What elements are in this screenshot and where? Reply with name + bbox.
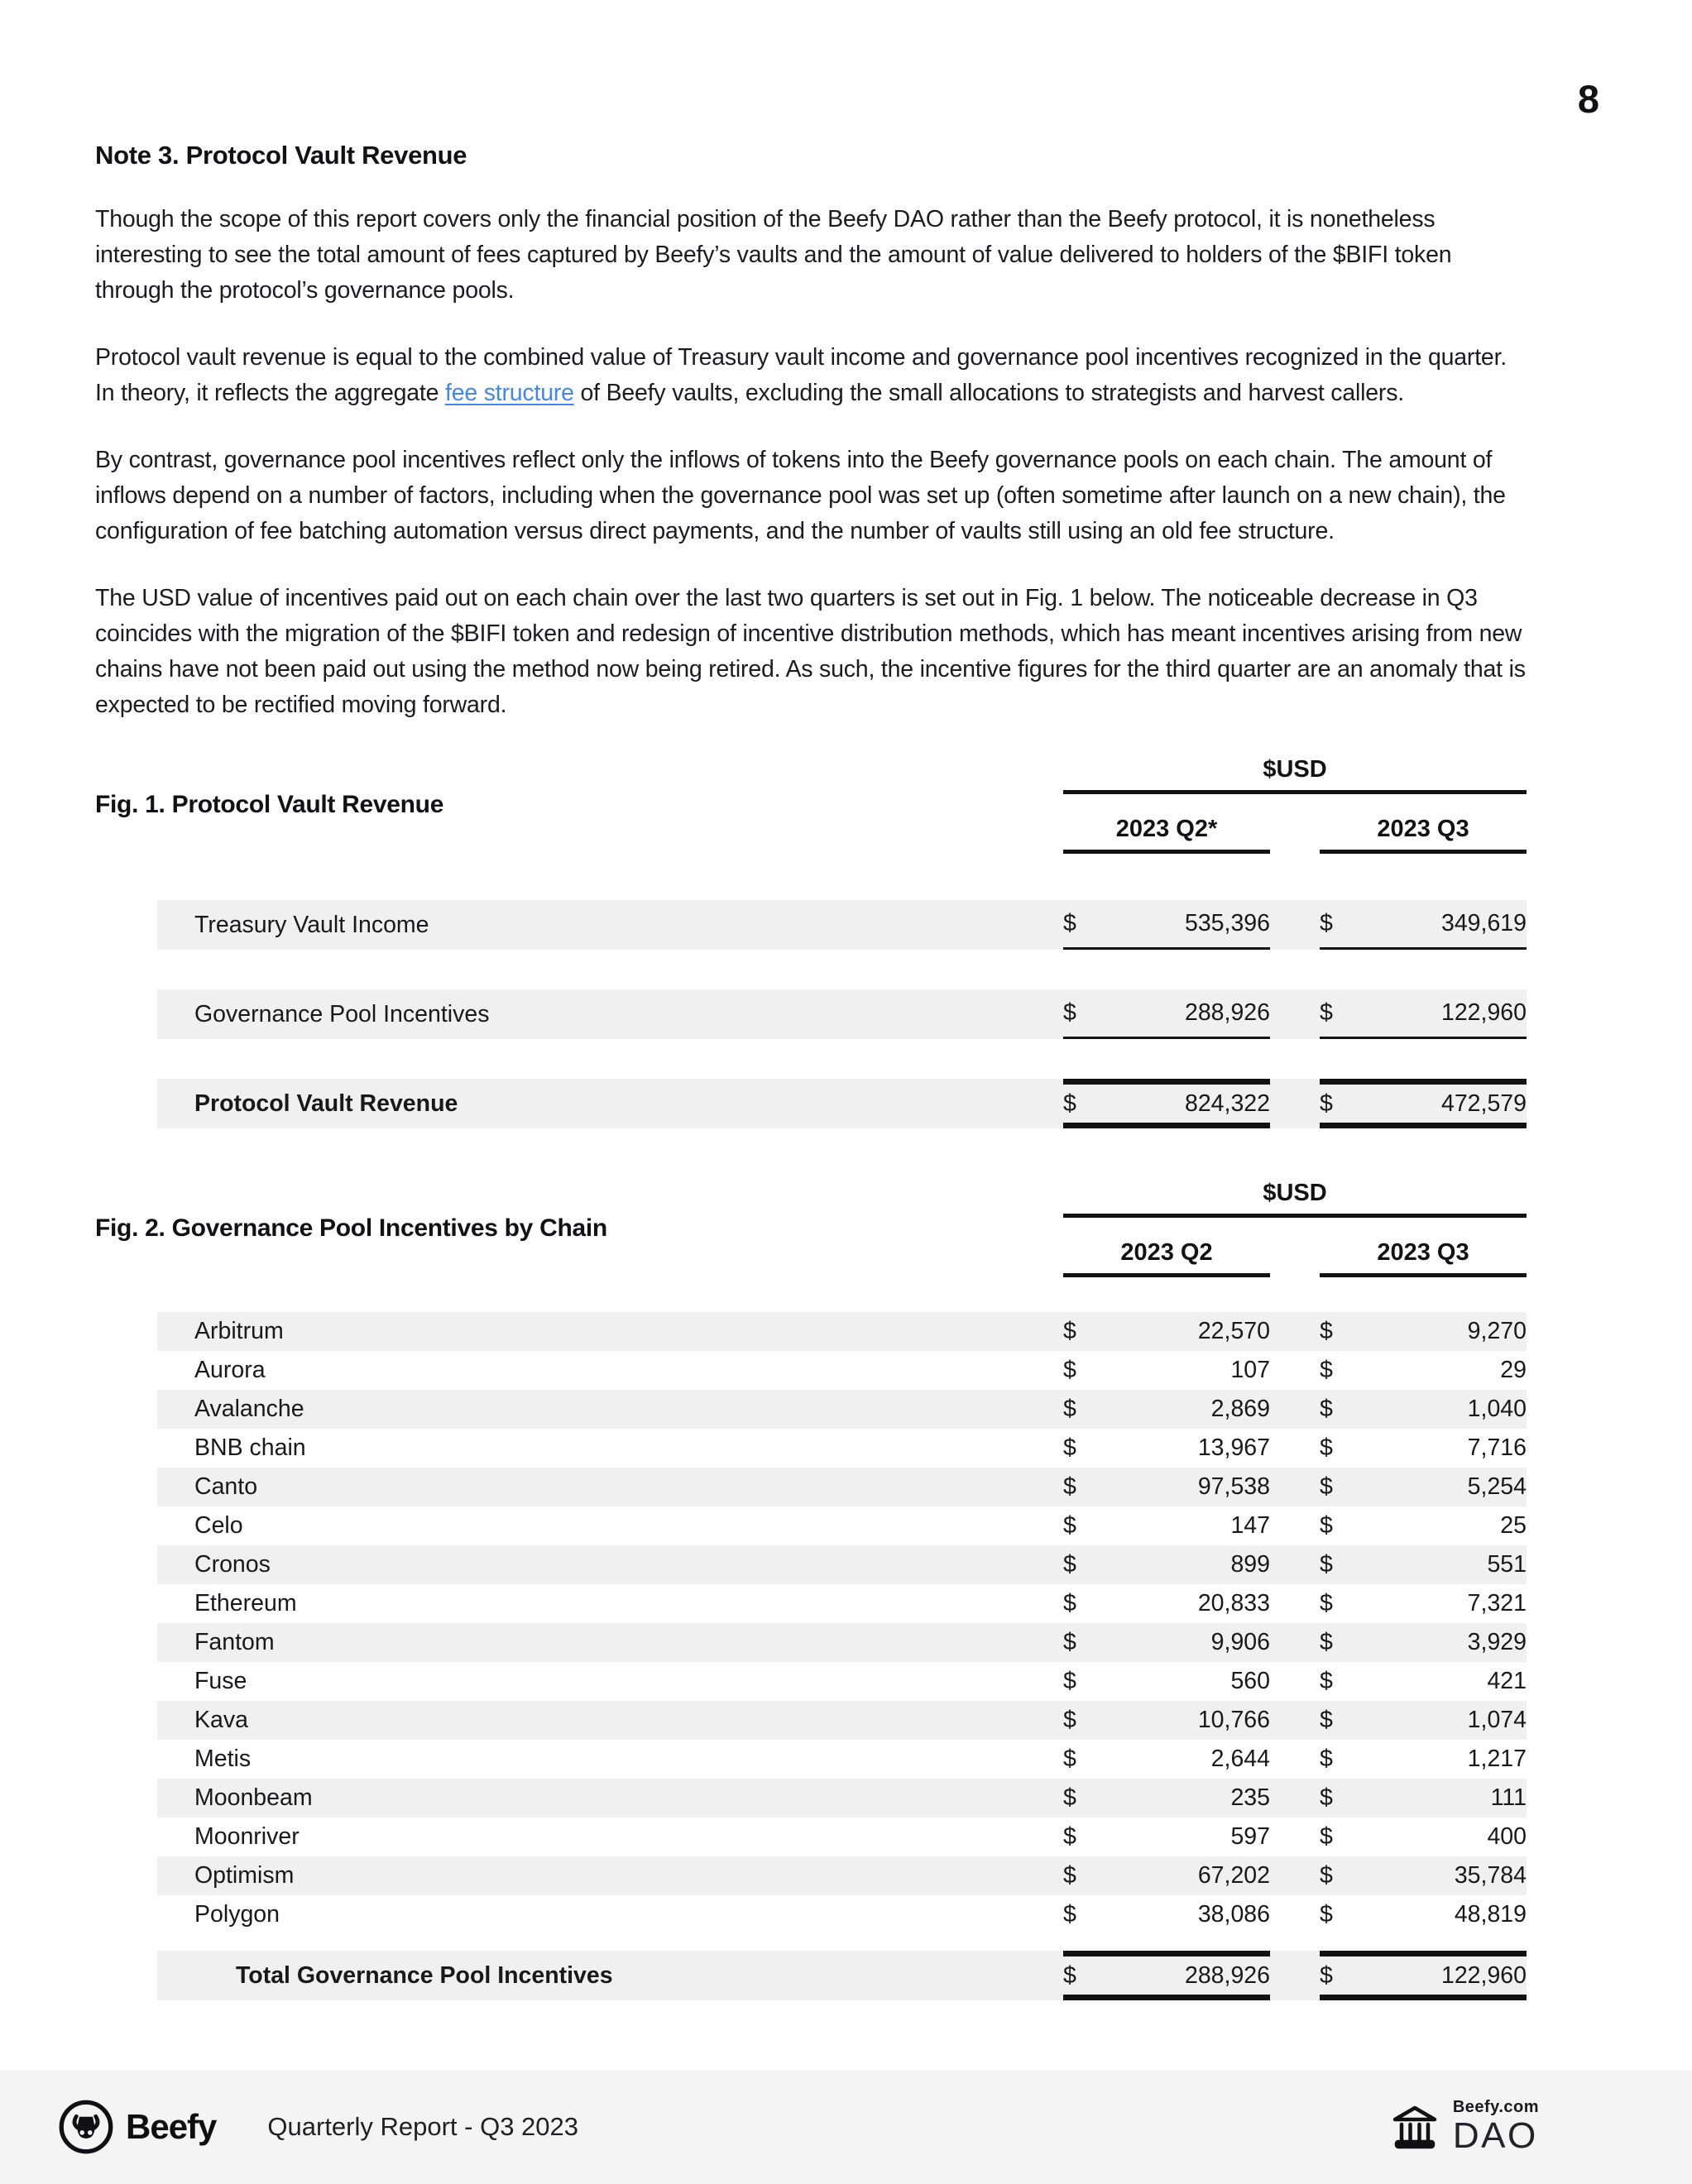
dao-text <box>1453 2098 1539 2155</box>
fig2-currency-header: $USD <box>1063 1180 1527 1218</box>
page-number: 8 <box>1577 77 1599 121</box>
amount-value: 899 <box>1230 1551 1270 1578</box>
table-row <box>157 1779 1527 1818</box>
currency-symbol: $ <box>1320 1396 1333 1422</box>
amount-q2 <box>1063 1545 1270 1584</box>
fig2-total-q2 <box>1063 1951 1270 2000</box>
currency-symbol: $ <box>1063 1434 1076 1461</box>
amount-value: 7,321 <box>1467 1590 1527 1616</box>
paragraph-1: Though the scope of this report covers only the financial position of the Beefy DAO rather than the Beefy protocol, it is nonetheless interesting to see the total amount of fees captured by Beefy’s vaults and the amount of value delivered to holders of the $BIFI token through the protocol’s governance pools. <box>95 206 1452 304</box>
currency-symbol: $ <box>1320 1823 1333 1850</box>
amount-value: 1,040 <box>1467 1396 1527 1422</box>
amount-value: 13,967 <box>1197 1434 1270 1461</box>
amount-value: 349,619 <box>1440 910 1527 936</box>
amount-value: 122,960 <box>1440 999 1527 1026</box>
amount-q3 <box>1320 1429 1527 1468</box>
table-row <box>157 1895 1527 1934</box>
fig1-col-2023-q2: 2023 Q2* <box>1063 816 1270 854</box>
currency-symbol: $ <box>1063 1318 1076 1344</box>
currency-symbol: $ <box>1320 1668 1333 1694</box>
row-label: Cronos <box>194 1551 271 1578</box>
report-label: Quarterly Report - Q3 2023 <box>267 2112 579 2141</box>
table-row <box>157 1351 1527 1390</box>
row-label: Celo <box>194 1512 243 1539</box>
row-label: Canto <box>194 1473 258 1500</box>
amount-value: 25 <box>1500 1512 1527 1539</box>
fig1-total-row <box>157 1079 1527 1128</box>
amount-q2 <box>1063 900 1270 950</box>
fig2-header <box>95 1180 1527 1277</box>
amount-q3 <box>1320 989 1527 1039</box>
paragraph-2 <box>95 340 1527 411</box>
fig1-currency-header: $USD <box>1063 756 1527 794</box>
amount-q2 <box>1063 1623 1270 1662</box>
amount-q3 <box>1320 1856 1527 1895</box>
amount-q3 <box>1320 1390 1527 1429</box>
amount-value: 288,926 <box>1184 999 1270 1026</box>
amount-q3 <box>1320 1895 1527 1934</box>
currency-symbol: $ <box>1063 1746 1076 1772</box>
amount-q2 <box>1063 1390 1270 1429</box>
amount-q2 <box>1063 1506 1270 1545</box>
amount-value: 111 <box>1490 1784 1527 1811</box>
amount-q3 <box>1320 900 1527 950</box>
currency-symbol: $ <box>1320 1629 1333 1655</box>
currency-symbol: $ <box>1063 1629 1076 1655</box>
amount-value: 35,784 <box>1454 1862 1527 1889</box>
paragraph-2-text-after: of Beefy vaults, excluding the small allocations to strategists and harvest callers. <box>573 380 1404 406</box>
dao-group <box>1388 2098 1539 2155</box>
page-footer <box>0 2070 1692 2184</box>
currency-symbol: $ <box>1320 1784 1333 1811</box>
currency-symbol: $ <box>1063 999 1076 1026</box>
table-row <box>157 1701 1527 1740</box>
fig2-total-row <box>157 1951 1527 2000</box>
fig1-table <box>157 900 1527 1039</box>
table-row <box>157 1506 1527 1545</box>
currency-symbol: $ <box>1063 1551 1076 1578</box>
amount-q2 <box>1063 1895 1270 1934</box>
page-content <box>95 0 1527 2000</box>
brand-name: Beefy <box>126 2107 217 2146</box>
amount-value: 29 <box>1500 1357 1527 1383</box>
currency-symbol: $ <box>1320 1961 1333 1989</box>
currency-symbol: $ <box>1320 1551 1333 1578</box>
amount-q2 <box>1063 1662 1270 1701</box>
currency-symbol: $ <box>1063 1823 1076 1850</box>
amount-value: 122,960 <box>1440 1961 1527 1989</box>
amount-value: 421 <box>1487 1668 1527 1694</box>
amount-value: 1,074 <box>1467 1707 1527 1733</box>
fig1-title: Fig. 1. Protocol Vault Revenue <box>95 791 444 818</box>
table-row <box>157 1856 1527 1895</box>
currency-symbol: $ <box>1320 1590 1333 1616</box>
table-row <box>157 1390 1527 1429</box>
amount-value: 288,926 <box>1184 1961 1270 1989</box>
row-label: Fantom <box>194 1629 275 1655</box>
amount-q3 <box>1320 1662 1527 1701</box>
currency-symbol: $ <box>1063 1590 1076 1616</box>
table-row <box>157 1584 1527 1623</box>
row-label: Avalanche <box>194 1396 304 1422</box>
amount-value: 20,833 <box>1197 1590 1270 1616</box>
amount-value: 400 <box>1487 1823 1527 1850</box>
currency-symbol: $ <box>1320 1473 1333 1500</box>
currency-symbol: $ <box>1320 1090 1333 1117</box>
currency-symbol: $ <box>1063 1862 1076 1889</box>
fig1-total-q2 <box>1063 1079 1270 1128</box>
amount-value: 22,570 <box>1197 1318 1270 1344</box>
amount-q2 <box>1063 1818 1270 1856</box>
currency-symbol: $ <box>1320 1434 1333 1461</box>
row-label: Arbitrum <box>194 1318 284 1344</box>
currency-symbol: $ <box>1063 910 1076 936</box>
amount-q2 <box>1063 1856 1270 1895</box>
table-row <box>157 989 1527 1039</box>
amount-value: 97,538 <box>1197 1473 1270 1500</box>
currency-symbol: $ <box>1320 1901 1333 1928</box>
amount-q2 <box>1063 1701 1270 1740</box>
currency-symbol: $ <box>1063 1396 1076 1422</box>
site-label: Beefy.com <box>1452 2098 1539 2117</box>
currency-symbol: $ <box>1320 1707 1333 1733</box>
paragraph-3: By contrast, governance pool incentives reflect only the inflows of tokens into the Beefy governance pools on each chain. The amount of inflows depend on a number of factors, including when the governance pool was set up (often sometime after launch on a new chain), the configuration of fee batching automation versus direct payments, and the number of vaults still using an old fee structure. <box>95 447 1506 544</box>
amount-value: 1,217 <box>1467 1746 1527 1772</box>
fig2-columns <box>1063 1180 1527 1277</box>
amount-value: 9,270 <box>1467 1318 1527 1344</box>
currency-symbol: $ <box>1063 1961 1076 1989</box>
row-label: Polygon <box>194 1901 280 1928</box>
fig1-total-label: Protocol Vault Revenue <box>194 1090 458 1117</box>
row-label: BNB chain <box>194 1434 306 1461</box>
currency-symbol: $ <box>1320 1746 1333 1772</box>
paragraph-2-text: Protocol vault revenue is equal to the combined value of Treasury vault income and governance pool incentives recognized in the quarter. In theory, it reflects the aggregate <box>95 344 1507 406</box>
amount-value: 10,766 <box>1197 1707 1270 1733</box>
amount-q3 <box>1320 1312 1527 1351</box>
fig2-total-label: Total Governance Pool Incentives <box>236 1961 613 1989</box>
table-row <box>157 1429 1527 1468</box>
row-label: Kava <box>194 1707 248 1733</box>
amount-q3 <box>1320 1740 1527 1779</box>
amount-value: 472,579 <box>1440 1090 1527 1117</box>
currency-symbol: $ <box>1320 910 1333 936</box>
table-row <box>157 900 1527 950</box>
currency-symbol: $ <box>1063 1473 1076 1500</box>
currency-symbol: $ <box>1063 1512 1076 1539</box>
amount-value: 824,322 <box>1184 1090 1270 1117</box>
currency-symbol: $ <box>1320 1357 1333 1383</box>
amount-q3 <box>1320 1818 1527 1856</box>
amount-value: 38,086 <box>1197 1901 1270 1928</box>
currency-symbol: $ <box>1063 1707 1076 1733</box>
amount-q2 <box>1063 1740 1270 1779</box>
amount-value: 147 <box>1230 1512 1270 1539</box>
amount-value: 2,644 <box>1210 1746 1270 1772</box>
row-label: Governance Pool Incentives <box>194 1000 490 1027</box>
amount-value: 7,716 <box>1467 1434 1527 1461</box>
org-label: DAO <box>1452 2115 1538 2157</box>
currency-symbol: $ <box>1320 999 1333 1026</box>
row-label: Treasury Vault Income <box>194 911 429 938</box>
amount-q2 <box>1063 1429 1270 1468</box>
amount-q3 <box>1320 1351 1527 1390</box>
amount-value: 5,254 <box>1467 1473 1527 1500</box>
amount-q3 <box>1320 1779 1527 1818</box>
amount-q3 <box>1320 1623 1527 1662</box>
row-label: Optimism <box>194 1862 295 1889</box>
currency-symbol: $ <box>1320 1862 1333 1889</box>
amount-q2 <box>1063 1351 1270 1390</box>
amount-value: 107 <box>1230 1357 1270 1383</box>
fig1-total-q3 <box>1320 1079 1527 1128</box>
row-label: Aurora <box>194 1357 266 1383</box>
amount-value: 535,396 <box>1184 910 1270 936</box>
row-label: Ethereum <box>194 1590 297 1616</box>
currency-symbol: $ <box>1063 1668 1076 1694</box>
amount-q2 <box>1063 1468 1270 1506</box>
fig1-columns <box>1063 756 1527 854</box>
bank-building-icon <box>1388 2100 1441 2153</box>
fig2-table <box>157 1312 1527 1934</box>
table-row <box>157 1312 1527 1351</box>
amount-q3 <box>1320 1468 1527 1506</box>
note-heading: Note 3. Protocol Vault Revenue <box>95 141 467 170</box>
beefy-cow-logo-icon <box>58 2099 114 2155</box>
fig1-col-2023-q3: 2023 Q3 <box>1320 816 1527 854</box>
currency-symbol: $ <box>1063 1901 1076 1928</box>
table-row <box>157 1818 1527 1856</box>
fee-structure-link[interactable]: fee structure <box>444 380 574 406</box>
amount-q2 <box>1063 1779 1270 1818</box>
currency-symbol: $ <box>1320 1318 1333 1344</box>
amount-value: 560 <box>1230 1668 1270 1694</box>
currency-symbol: $ <box>1063 1090 1076 1117</box>
amount-q2 <box>1063 1584 1270 1623</box>
amount-q2 <box>1063 1312 1270 1351</box>
amount-q3 <box>1320 1506 1527 1545</box>
table-row <box>157 1740 1527 1779</box>
table-row <box>157 1662 1527 1701</box>
amount-q2 <box>1063 989 1270 1039</box>
fig1-header <box>95 756 1527 854</box>
fig2-title: Fig. 2. Governance Pool Incentives by Chain <box>95 1214 607 1242</box>
amount-value: 551 <box>1487 1551 1527 1578</box>
table-row <box>157 1623 1527 1662</box>
paragraph-4: The USD value of incentives paid out on each chain over the last two quarters is set out in Fig. 1 below. The noticeable decrease in Q3 coincides with the migration of the $BIFI token and redesign of incentive distribution methods, which has meant incentives arising from new chains have not been paid out using the method now being retired. As such, the incentive figures for the third quarter are an anomaly that is expected to be rectified moving forward. <box>95 585 1526 718</box>
table-row <box>157 1468 1527 1506</box>
amount-value: 9,906 <box>1210 1629 1270 1655</box>
amount-value: 48,819 <box>1454 1901 1527 1928</box>
amount-q3 <box>1320 1701 1527 1740</box>
brand-group <box>58 2099 578 2155</box>
fig2-total-q3 <box>1320 1951 1527 2000</box>
currency-symbol: $ <box>1320 1512 1333 1539</box>
fig2-col-2023-q3: 2023 Q3 <box>1320 1239 1527 1277</box>
fig2-col-2023-q2: 2023 Q2 <box>1063 1239 1270 1277</box>
row-label: Metis <box>194 1746 252 1772</box>
row-label: Moonbeam <box>194 1784 313 1811</box>
amount-value: 2,869 <box>1210 1396 1270 1422</box>
amount-value: 235 <box>1230 1784 1270 1811</box>
table-row <box>157 1545 1527 1584</box>
amount-q3 <box>1320 1545 1527 1584</box>
currency-symbol: $ <box>1063 1784 1076 1811</box>
amount-value: 67,202 <box>1197 1862 1270 1889</box>
amount-q3 <box>1320 1584 1527 1623</box>
row-label: Fuse <box>194 1668 247 1694</box>
row-label: Moonriver <box>194 1823 300 1850</box>
amount-value: 3,929 <box>1467 1629 1527 1655</box>
amount-value: 597 <box>1230 1823 1270 1850</box>
currency-symbol: $ <box>1063 1357 1076 1383</box>
